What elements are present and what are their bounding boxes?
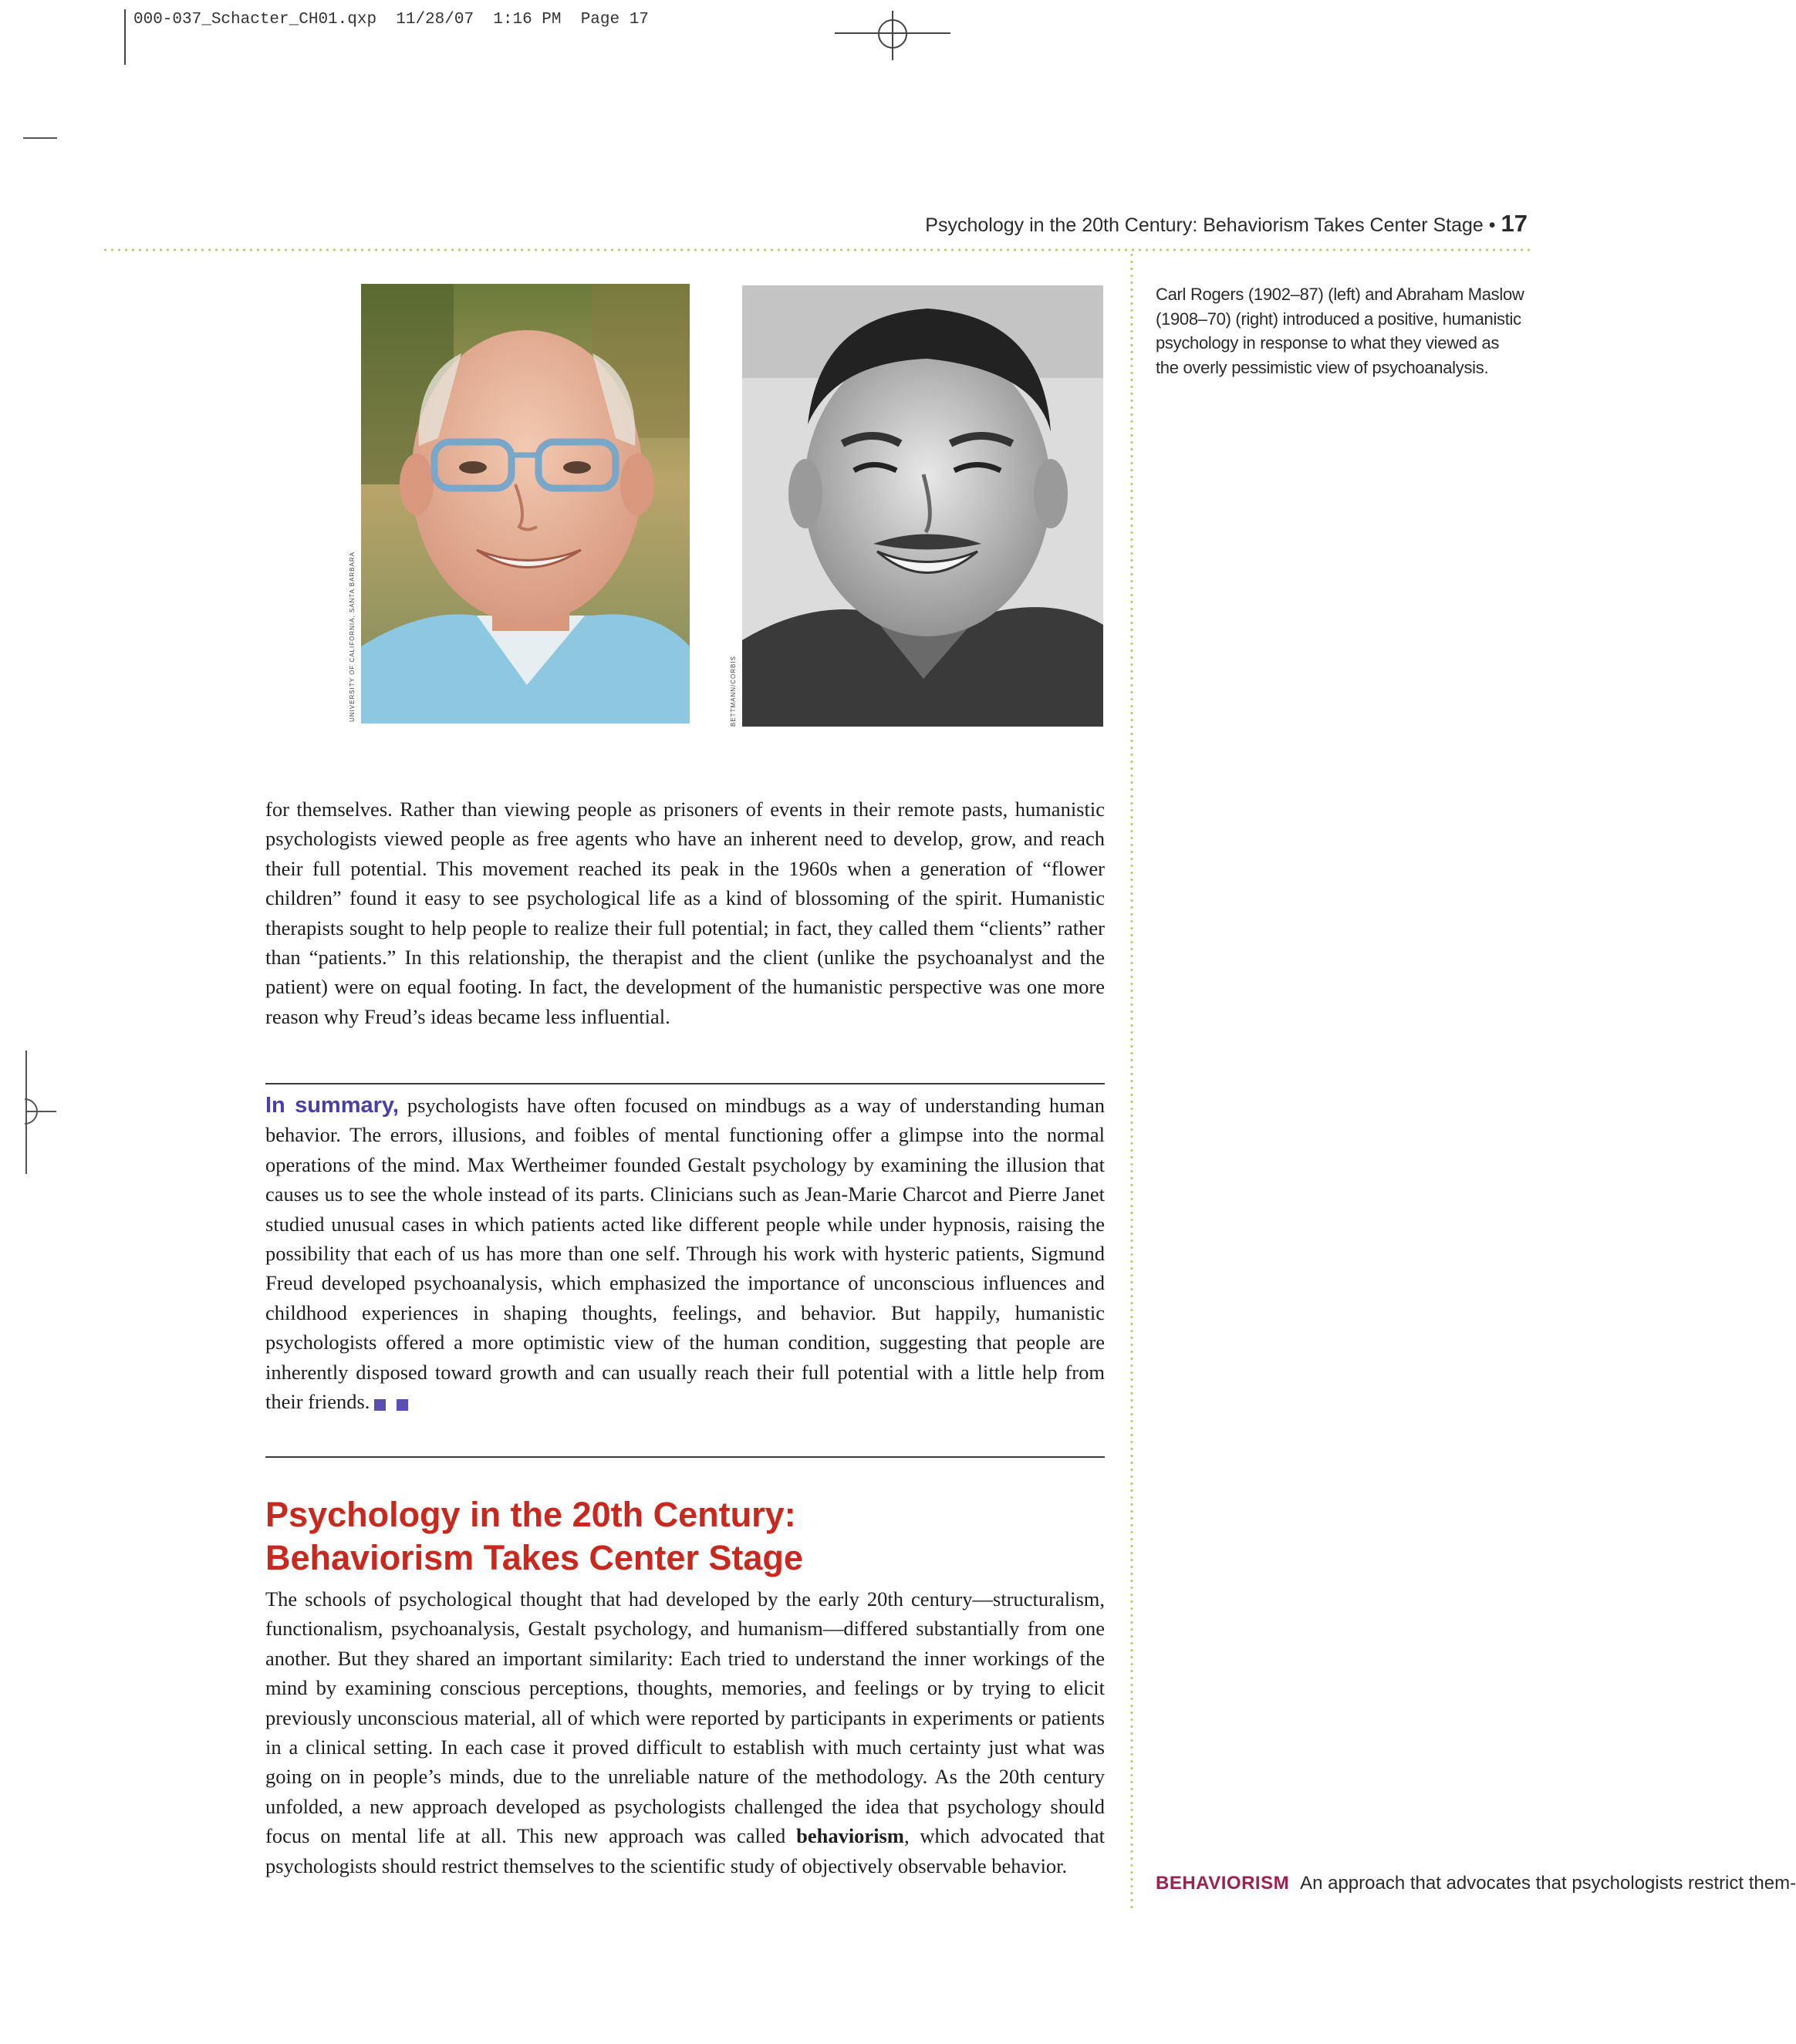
section-heading-line-2: Behaviorism Takes Center Stage (265, 1538, 803, 1577)
section-heading-line-1: Psychology in the 20th Century: (265, 1495, 796, 1534)
summary-lead: In summary, (265, 1093, 399, 1118)
running-head (887, 207, 1528, 241)
page-cutoff (0, 1908, 1580, 2044)
body-paragraph-behaviorism (265, 1584, 1105, 1880)
paragraph-text-continued: , which advocated that psychologists should restrict themselves to the scientific study of objectively observable behavior. (265, 1824, 1105, 1877)
section-heading (265, 1493, 1105, 1580)
photo-abraham-maslow (742, 285, 1103, 727)
summary-rule-top (265, 1083, 1105, 1084)
running-head-title: Psychology in the 20th Century: Behaviorism Takes Center Stage (925, 214, 1484, 236)
photo-caption: Carl Rogers (1902–87) (left) and Abraham Maslow (1908–70) (right) introduced a positive, humanistic psychology in response to what they viewed as the overly pessimistic view of psychoanalysis. (1156, 285, 1524, 377)
glossary-definition: An approach that advocates that psychologists restrict them- (1300, 1873, 1796, 1894)
registration-mark-icon (878, 19, 907, 49)
slug-bar (124, 9, 126, 65)
summary-text: psychologists have often focused on mindbugs as a way of understanding human behavior. The errors, illusions, and foibles of mental functioning offer a glimpse into the normal operations of the mind. Max Wertheimer founded Gestalt psychology by examining the illusion that causes us to see the whole instead of its parts. Clinicians such as Jean-Marie Charcot and Pierre Janet studied unusual cases in which patients acted like different people while under hypnosis, raising the possibility that each of us has more than one self. Through his work with hysteric patients, Sigmund Freud developed psychoanalysis, which emphasized the importance of unconscious influences and childhood experiences in shaping thoughts, feelings, and behavior. But happily, humanistic psychologists offered a more optimistic view of the human condition, suggesting that people are inherently disposed toward growth and can usually reach their full potential with a little help from their friends. (265, 1094, 1105, 1414)
key-term: behaviorism (796, 1824, 904, 1848)
margin-glossary (1156, 1870, 1796, 1897)
photo-credit-left: UNIVERSITY OF CALIFORNIA, SANTA BARBARA (349, 551, 356, 722)
registration-half-mark-icon (12, 1098, 38, 1125)
photo-carl-rogers (361, 284, 690, 723)
dotted-rule-vertical (1130, 251, 1133, 1918)
summary-rule-bottom (265, 1456, 1105, 1458)
dotted-rule-horizontal (102, 248, 1531, 251)
photo-credit-right: BETTMANN/CORBIS (730, 656, 737, 727)
running-head-separator: • (1488, 214, 1496, 236)
page-number: 17 (1501, 210, 1528, 237)
paragraph-text: The schools of psychological thought that had developed by the early 20th century—structuralism, functionalism, psychoanalysis, Gestalt psychology, and humanism—differed substantially from one another. But they shared an important similarity: Each tried to understand the inner workings of the mind by examining conscious perceptions, thoughts, memories, and feelings or by trying to elicit previously unconscious material, all of which were reported by participants in experiments or patients in a clinical setting. In each case it proved difficult to establish with much certainty just what was going on in people’s minds, due to the unreliable nature of the methodology. As the 20th century unfolded, a new approach developed as psychologists challenged the idea that psychology should focus on mental life at all. This new approach was called (265, 1587, 1105, 1848)
file-slug: 000-037_Schacter_CH01.qxp 11/28/07 1:16 PM Page 17 (133, 11, 649, 29)
body-paragraph: for themselves. Rather than viewing people as prisoners of events in their remote pasts, humanistic psychologists viewed people as free agents who have an inherent need to develop, grow, and reach their full potential. This movement reached its peak in the 1960s when a generation of “flower children” found it easy to see psychological life as a kind of blossoming of the spirit. Humanistic therapists sought to help people to realize their full potential; in fact, they called them “clients” rather than “patients.” In this relationship, the therapist and the client (unlike the psychoanalyst and the patient) were on equal footing. In fact, the development of the humanistic perspective was one more reason why Freud’s ideas became less influential. (265, 798, 1105, 1028)
summary-box (265, 1091, 1105, 1418)
end-mark-icon (374, 1389, 419, 1418)
crop-mark (23, 137, 57, 139)
glossary-term: BEHAVIORISM (1156, 1873, 1290, 1894)
